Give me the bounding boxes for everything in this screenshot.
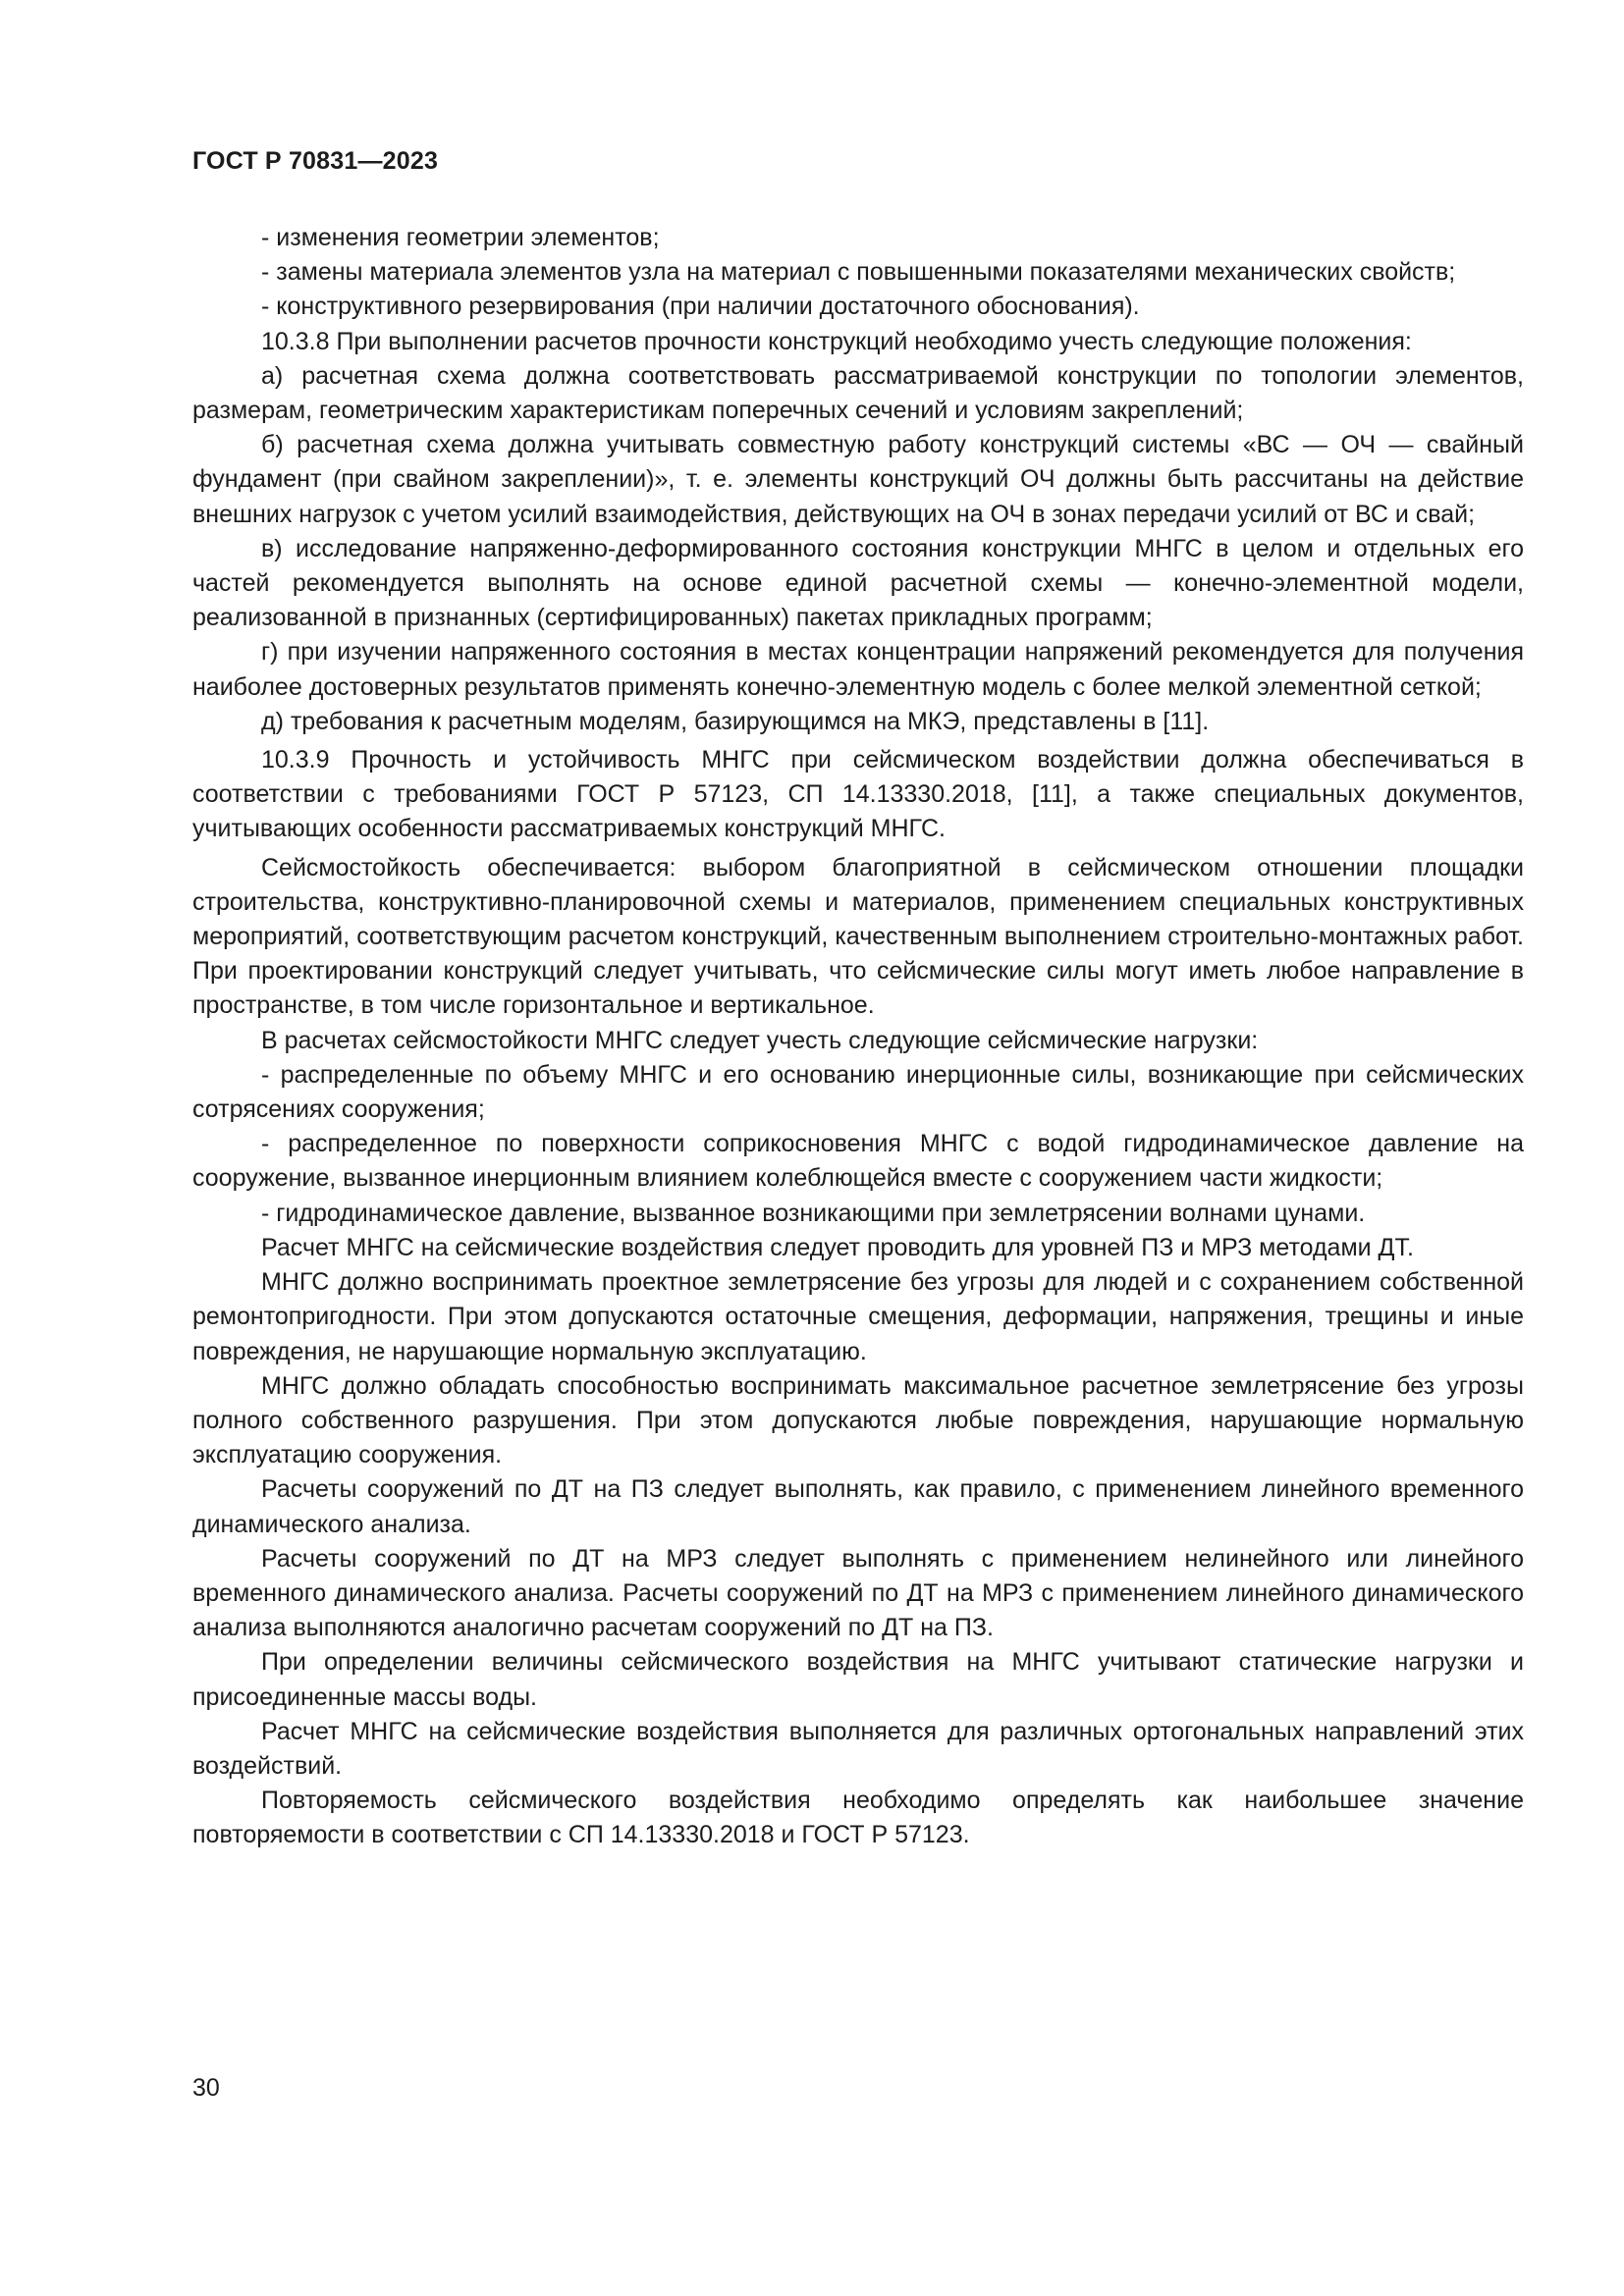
paragraph: В расчетах сейсмостойкости МНГС следует учесть следующие сейсмические нагрузки:	[261, 1026, 1259, 1054]
paragraph: МНГС должно воспринимать проектное землетрясение без угрозы для людей и с сохранением собственной ремонтопригодности. При этом допускаются остаточные смещения, деформации, напряжения, трещины и иные повреждения, не нарушающие нормальную эксплуатацию.	[192, 1268, 1524, 1365]
paragraph: - гидродинамическое давление, вызванное возникающими при землетрясении волнами цунами.	[261, 1199, 1366, 1227]
paragraph: 10.3.9 Прочность и устойчивость МНГС при сейсмическом воздействии должна обеспечиваться в соответствии с требованиями ГОСТ Р 57123, СП 14.13330.2018, [11], а также специальных документов, учитывающих особенности рассматриваемых конструкций МНГС.	[192, 746, 1524, 843]
document-header-title: ГОСТ Р 70831—2023	[192, 147, 439, 175]
paragraph: д) требования к расчетным моделям, базирующимся на МКЭ, представлены в [11].	[261, 707, 1210, 735]
page-number: 30	[192, 2074, 220, 2102]
paragraph: Сейсмостойкость обеспечивается: выбором благоприятной в сейсмическом отношении площадки строительства, конструктивно-планировочной схемы и материалов, применением специальных конструктивных мероприятий, соответствующим расчетом конструкций, качественным выполнением строительно-монтажных работ. При проектировании конструкций следует учитывать, что сейсмические силы могут иметь любое направление в пространстве, в том числе горизонтальное и вертикальное.	[192, 853, 1524, 1020]
paragraph: - конструктивного резервирования (при наличии достаточного обоснования).	[261, 293, 1140, 321]
paragraph: Расчет МНГС на сейсмические воздействия следует проводить для уровней ПЗ и МРЗ методами ДТ.	[261, 1233, 1414, 1261]
paragraph: Расчеты сооружений по ДТ на МРЗ следует выполнять с применением нелинейного или линейного временного динамического анализа. Расчеты сооружений по ДТ на МРЗ с применением линейного динамического анализа выполняются аналогично расчетам сооружений по ДТ на ПЗ.	[192, 1544, 1524, 1642]
paragraph: Расчеты сооружений по ДТ на ПЗ следует выполнять, как правило, с применением линейного временного динамического анализа.	[192, 1475, 1524, 1538]
paragraph: в) исследование напряженно-деформированного состояния конструкции МНГС в целом и отдельных его частей рекомендуется выполнять на основе единой расчетной схемы — конечно-элементной модели, реализованной в признанных (сертифицированных) пакетах прикладных программ;	[192, 534, 1524, 632]
paragraph: - замены материала элементов узла на материал с повышенными показателями механических свойств;	[261, 258, 1456, 287]
paragraph: - распределенное по поверхности соприкосновения МНГС с водой гидродинамическое давление на сооружение, вызванное инерционным влиянием колеблющейся вместе с сооружением части жидкости;	[192, 1130, 1524, 1193]
paragraph: Повторяемость сейсмического воздействия необходимо определять как наибольшее значение повторяемости в соответствии с СП 14.13330.2018 и ГОСТ Р 57123.	[192, 1787, 1524, 1849]
paragraph: а) расчетная схема должна соответствовать рассматриваемой конструкции по топологии элементов, размерам, геометрическим характеристикам поперечных сечений и условиям закреплений;	[192, 361, 1524, 425]
paragraph: б) расчетная схема должна учитывать совместную работу конструкций системы «ВС — ОЧ — свайный фундамент (при свайном закреплении)», т. е. элементы конструкций ОЧ должны быть рассчитаны на действие внешних нагрузок с учетом усилий взаимодействия, действующих на ОЧ в зонах передачи усилий от ВС и свай;	[192, 431, 1524, 528]
document-body	[192, 221, 1524, 1853]
paragraph: 10.3.8 При выполнении расчетов прочности конструкций необходимо учесть следующие положения:	[261, 327, 1412, 355]
paragraph: Расчет МНГС на сейсмические воздействия выполняется для различных ортогональных направлений этих воздействий.	[192, 1717, 1524, 1780]
paragraph: - изменения геометрии элементов;	[261, 224, 660, 251]
paragraph: МНГС должно обладать способностью воспринимать максимальное расчетное землетрясение без угрозы полного собственного разрушения. При этом допускаются любые повреждения, нарушающие нормальную эксплуатацию сооружения.	[192, 1371, 1524, 1469]
paragraph: г) при изучении напряженного состояния в местах концентрации напряжений рекомендуется для получения наиболее достоверных результатов применять конечно-элементную модель с более мелкой элементной сеткой;	[192, 638, 1524, 701]
paragraph: - распределенные по объему МНГС и его основанию инерционные силы, возникающие при сейсмических сотрясениях сооружения;	[192, 1060, 1524, 1124]
paragraph: При определении величины сейсмического воздействия на МНГС учитывают статические нагрузки и присоединенные массы воды.	[192, 1648, 1524, 1711]
